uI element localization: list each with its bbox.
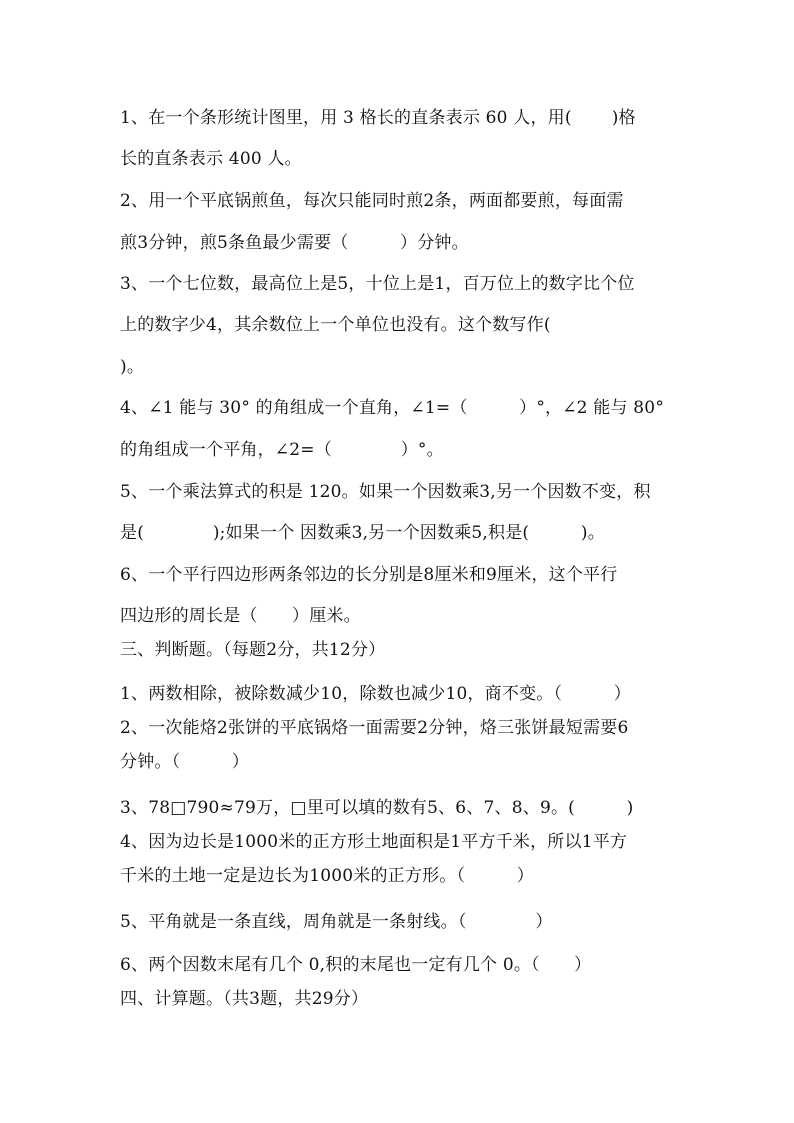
judge-q1: 1、两数相除，被除数减少10，除数也减少10，商不变。（ ） [120, 684, 631, 704]
judge-q2-line1: 2、一次能烙2张饼的平底锅烙一面需要2分钟，烙三张饼最短需要6 [120, 718, 629, 738]
fill-q2-line1: 2、用一个平底锅煎鱼，每次只能同时煎2条，两面都要煎，每面需 [120, 191, 624, 211]
fill-q5-line2: 是( );如果一个 因数乘3,另一个因数乘5,积是( )。 [120, 523, 605, 543]
fill-q3-line1: 3、一个七位数，最高位上是5，十位上是1，百万位上的数字比个位 [120, 274, 635, 294]
fill-q2-line2: 煎3分钟，煎5条鱼最少需要（ ）分钟。 [120, 233, 469, 253]
fill-q4-line1: 4、∠1 能与 30° 的角组成一个直角，∠1=（ ）°，∠2 能与 80° [120, 398, 665, 418]
judge-q2-line2: 分钟。（ ） [120, 752, 250, 772]
section-4-heading: 四、计算题。（共3题，共29分） [120, 989, 369, 1009]
judge-q4-line2: 千米的土地一定是边长为1000米的正方形。（ ） [120, 866, 534, 886]
judge-q3: 3、78□790≈79万，□里可以填的数有5、6、7、8、9。( ) [120, 798, 634, 818]
fill-q3-line3: )。 [120, 357, 145, 377]
judge-q4-line1: 4、因为边长是1000米的正方形土地面积是1平方千米，所以1平方 [120, 832, 628, 852]
judge-q6: 6、两个因数末尾有几个 0,积的末尾也一定有几个 0。（ ） [120, 955, 592, 975]
fill-q1-line1: 1、在一个条形统计图里，用 3 格长的直条表示 60 人，用( )格 [120, 108, 636, 128]
fill-q1-line2: 长的直条表示 400 人。 [120, 149, 302, 169]
fill-q6-line2: 四边形的周长是（ ）厘米。 [120, 606, 361, 626]
fill-q3-line2: 上的数字少4，其余数位上一个单位也没有。这个数写作( [120, 315, 551, 335]
fill-q4-line2: 的角组成一个平角，∠2=（ ）°。 [120, 440, 444, 460]
judge-q5: 5、平角就是一条直线，周角就是一条射线。（ ） [120, 912, 553, 932]
fill-q6-line1: 6、一个平行四边形两条邻边的长分别是8厘米和9厘米，这个平行 [120, 565, 618, 585]
section-3-heading: 三、判断题。（每题2分，共12分） [120, 640, 386, 660]
fill-q5-line1: 5、一个乘法算式的积是 120。如果一个因数乘3,另一个因数不变，积 [120, 482, 651, 502]
